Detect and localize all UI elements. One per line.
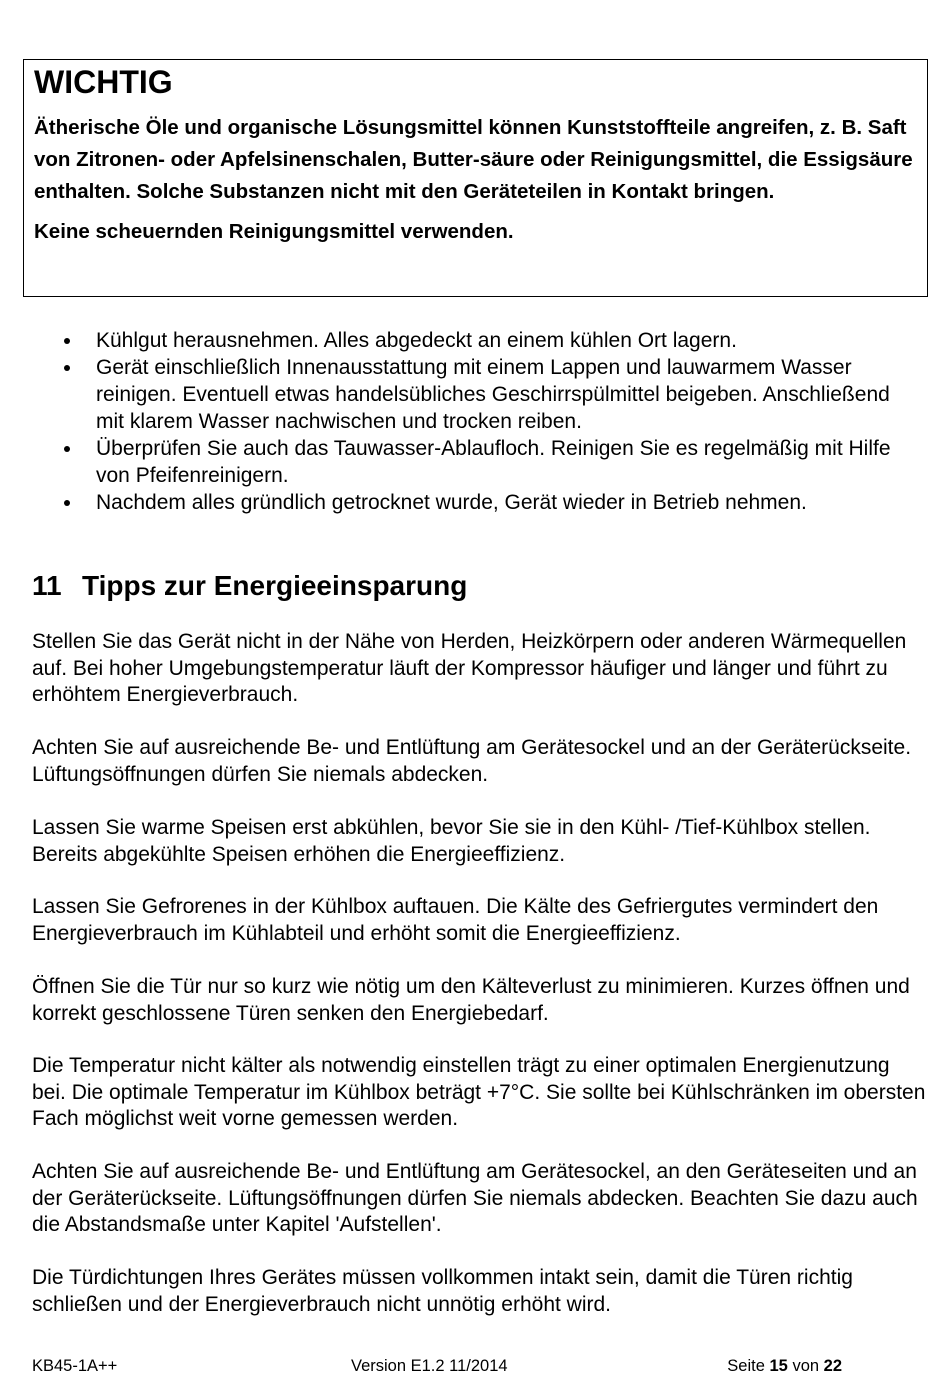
body-paragraph: Achten Sie auf ausreichende Be- und Entlüftung am Gerätesockel, an den Geräteseiten und an der Geräterückseite. Lüftungsöffnungen dürfen Sie niemals abdecken. Beachten Sie dazu auch die Abstandsmaße unter Kapitel 'Aufstellen'.: [32, 1160, 918, 1236]
footer-page-number: [727, 1356, 842, 1376]
list-item: [32, 489, 922, 516]
list-item-text: Gerät einschließlich Innenausstattung mit einem Lappen und lauwarmem Wasser reinigen. Eventuell etwas handelsübliches Geschirrspülmittel beigeben. Anschließend mit klarem Wasser nachwischen und trocken reiben.: [96, 356, 890, 433]
warning-paragraph: Ätherische Öle und organische Lösungsmittel können Kunststoffteile angreifen, z. B. Saft von Zitronen- oder Apfelsinenschalen, Butter-säure oder Reinigungsmittel, die Essigsäure enthalten. Solche Substanzen nicht mit den Geräteteilen in Kontakt bringen.: [34, 116, 913, 203]
body-paragraph: Öffnen Sie die Tür nur so kurz wie nötig um den Kälteverlust zu minimieren. Kurzes öffnen und korrekt geschlossene Türen senken den Energiebedarf.: [32, 975, 910, 1025]
footer-version: Version E1.2 11/2014: [351, 1357, 508, 1375]
warning-title: WICHTIG: [34, 64, 173, 100]
list-item: [32, 327, 922, 354]
bullet-icon: [64, 446, 70, 452]
list-item-text: Kühlgut herausnehmen. Alles abgedeckt an einem kühlen Ort lagern.: [96, 329, 737, 352]
bullet-icon: [64, 338, 70, 344]
list-item: [32, 354, 922, 435]
list-item-text: Überprüfen Sie auch das Tauwasser-Ablaufloch. Reinigen Sie es regelmäßig mit Hilfe von Pfeifenreinigern.: [96, 437, 891, 487]
footer-page-current: 15: [769, 1357, 788, 1375]
footer-page-total: 22: [823, 1357, 842, 1375]
page-footer: [32, 1356, 842, 1376]
bullet-icon: [64, 500, 70, 506]
list-item: [32, 435, 922, 489]
list-item-text: Nachdem alles gründlich getrocknet wurde, Gerät wieder in Betrieb nehmen.: [96, 491, 807, 514]
section-heading: [32, 569, 467, 603]
section-number: 11: [32, 570, 62, 601]
cleaning-steps-list: [32, 327, 922, 516]
footer-doc-id: KB45-1A++: [32, 1357, 118, 1375]
body-paragraph: Lassen Sie Gefrorenes in der Kühlbox auftauen. Die Kälte des Gefriergutes vermindert den Energieverbrauch im Kühlabteil und erhöht somit die Energieeffizienz.: [32, 895, 879, 945]
section-title: Tipps zur Energieeinsparung: [82, 570, 468, 601]
body-paragraph: Die Türdichtungen Ihres Gerätes müssen vollkommen intakt sein, damit die Türen richtig schließen und der Energieverbrauch nicht unnötig erhöht wird.: [32, 1266, 853, 1316]
body-paragraph: Achten Sie auf ausreichende Be- und Entlüftung am Gerätesockel und an der Geräterückseite. Lüftungsöffnungen dürfen Sie niemals abdecken.: [32, 736, 912, 786]
footer-page-sep: von: [792, 1357, 820, 1375]
footer-page-prefix: Seite: [727, 1357, 765, 1375]
bullet-icon: [64, 365, 70, 371]
body-paragraph: Stellen Sie das Gerät nicht in der Nähe von Herden, Heizkörpern oder anderen Wärmequellen auf. Bei hoher Umgebungstemperatur läuft der Kompressor häufiger und länger und führt zu erhöhtem Energieverbrauch.: [32, 630, 907, 706]
warning-paragraph: Keine scheuernden Reinigungsmittel verwenden.: [34, 220, 514, 243]
warning-box: [23, 59, 928, 297]
body-paragraph: Lassen Sie warme Speisen erst abkühlen, bevor Sie sie in den Kühl- /Tief-Kühlbox stellen. Bereits abgekühlte Speisen erhöhen die Energieeffizienz.: [32, 816, 871, 866]
body-paragraph: Die Temperatur nicht kälter als notwendig einstellen trägt zu einer optimalen Energienutzung bei. Die optimale Temperatur im Kühlbox beträgt +7°C. Sie sollte bei Kühlschränken im obersten Fach möglichst weit vorne gemessen werden.: [32, 1054, 926, 1130]
